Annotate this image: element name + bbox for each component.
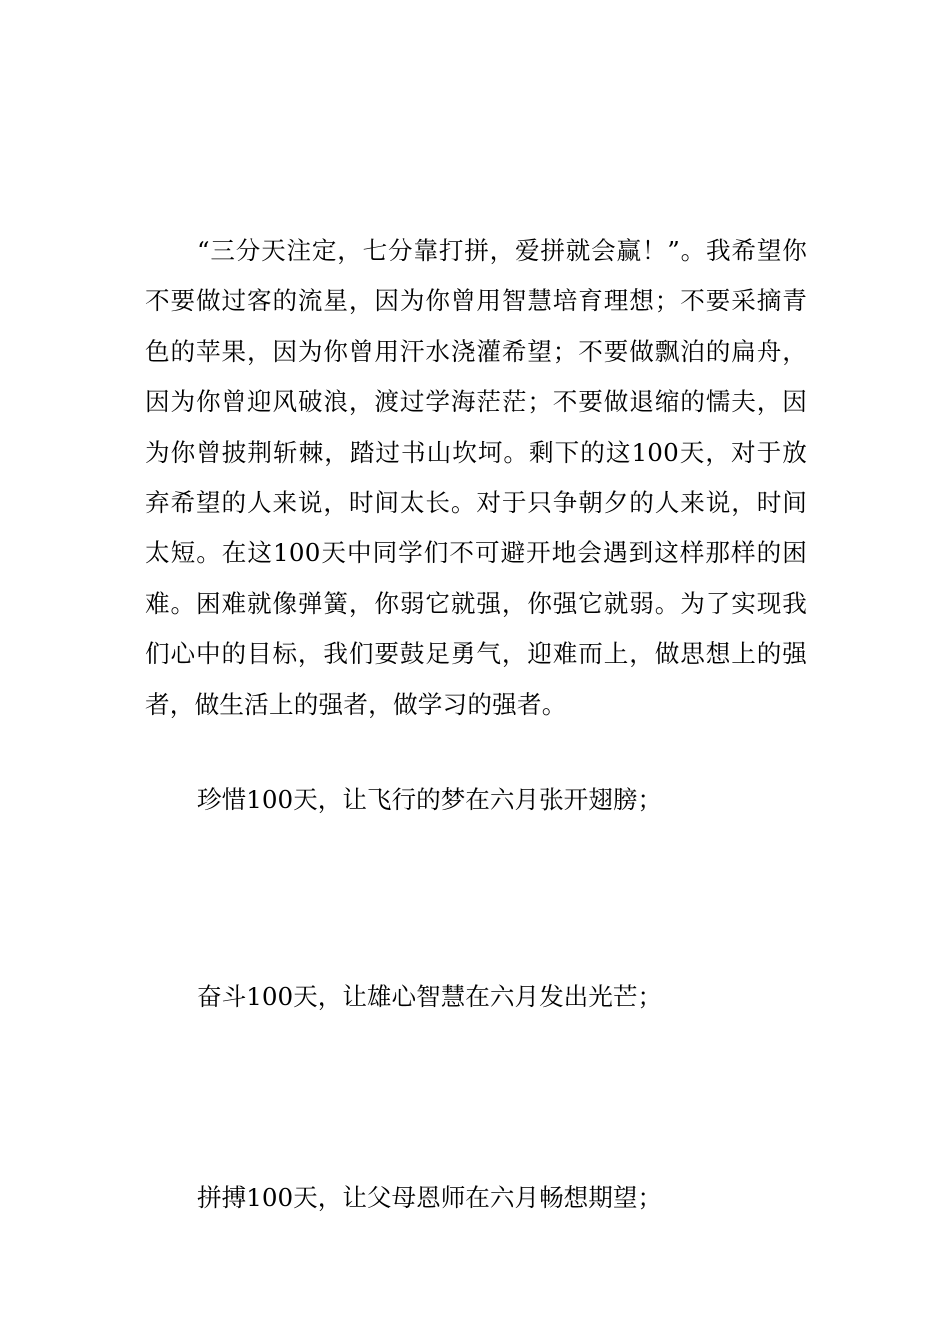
slogan-line-strive: 奋斗100天，让雄心智慧在六月发出光芒；	[197, 982, 663, 1011]
slogan-line-fight: 拼搏100天，让父母恩师在六月畅想期望；	[197, 1183, 663, 1212]
body-paragraph: “三分天注定，七分靠打拼，爱拼就会赢！”。我希望你不要做过客的流星，因为你曾用智慧培育理想；不要采摘青色的苹果，因为你曾用汗水浇灌希望；不要做飘泊的扁舟，因为你曾迎风破浪，渡过学海茫茫；不要做退缩的懦夫，因为你曾披荆斩棘，踏过书山坎坷。剩下的这100天，对于放弃希望的人来说，时间太长。对于只争朝夕的人来说，时间太短。在这100天中同学们不可避开地会遇到这样那样的困难。困难就像弹簧，你弱它就强，你强它就弱。为了实现我们心中的目标，我们要鼓足勇气，迎难而上，做思想上的强者，做生活上的强者，做学习的强者。	[145, 236, 807, 719]
slogan-line-cherish: 珍惜100天，让飞行的梦在六月张开翅膀；	[197, 785, 663, 814]
